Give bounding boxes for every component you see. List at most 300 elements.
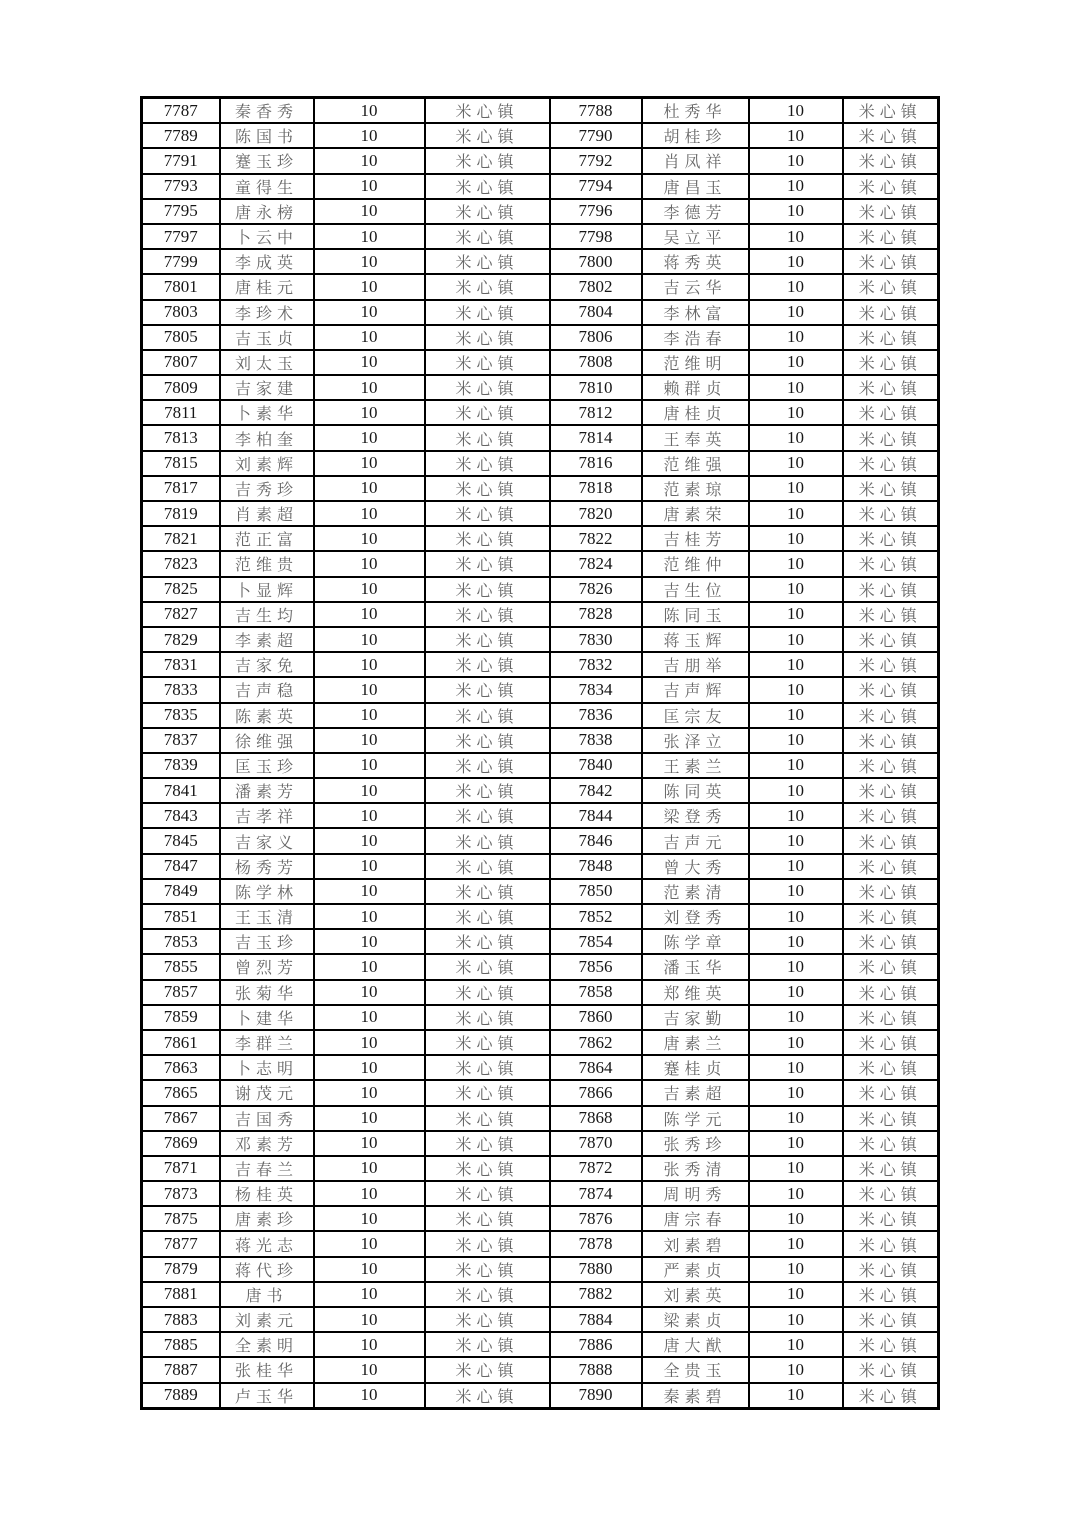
table-row [142,1383,939,1409]
serial-cell: 7788 [550,98,642,124]
town-cell: 米心镇 [843,174,939,199]
amount-cell: 10 [749,652,843,677]
table-row [142,224,939,249]
amount-cell: 10 [314,1055,425,1080]
town-cell: 米心镇 [843,1156,939,1181]
serial-cell: 7838 [550,728,642,753]
serial-cell: 7850 [550,879,642,904]
amount-cell: 10 [314,1106,425,1131]
table-row [142,980,939,1005]
amount-cell: 10 [314,325,425,350]
serial-cell: 7820 [550,501,642,526]
name-cell: 吉玉贞 [220,325,314,350]
name-cell: 唐宗春 [642,1206,749,1231]
town-cell: 米心镇 [425,1383,550,1409]
town-cell: 米心镇 [843,526,939,551]
town-cell: 米心镇 [843,703,939,728]
town-cell: 米心镇 [425,1307,550,1332]
amount-cell: 10 [749,1131,843,1156]
town-cell: 米心镇 [425,1080,550,1105]
town-cell: 米心镇 [425,551,550,576]
amount-cell: 10 [749,778,843,803]
table-row [142,854,939,879]
amount-cell: 10 [749,300,843,325]
town-cell: 米心镇 [843,1257,939,1282]
amount-cell: 10 [314,476,425,501]
name-cell: 卜云中 [220,224,314,249]
town-cell: 米心镇 [425,148,550,173]
serial-cell: 7867 [142,1106,220,1131]
serial-cell: 7800 [550,249,642,274]
town-cell: 米心镇 [843,1080,939,1105]
serial-cell: 7795 [142,199,220,224]
name-cell: 唐大猷 [642,1332,749,1357]
serial-cell: 7875 [142,1206,220,1231]
town-cell: 米心镇 [425,778,550,803]
town-cell: 米心镇 [843,803,939,828]
table-row [142,577,939,602]
amount-cell: 10 [314,551,425,576]
town-cell: 米心镇 [425,854,550,879]
amount-cell: 10 [314,1332,425,1357]
amount-cell: 10 [314,577,425,602]
name-cell: 吉云华 [642,274,749,299]
town-cell: 米心镇 [425,1357,550,1382]
amount-cell: 10 [314,728,425,753]
serial-cell: 7861 [142,1030,220,1055]
name-cell: 卜志明 [220,1055,314,1080]
table-row [142,728,939,753]
amount-cell: 10 [749,828,843,853]
amount-cell: 10 [314,627,425,652]
serial-cell: 7803 [142,300,220,325]
town-cell: 米心镇 [843,577,939,602]
name-cell: 陈素英 [220,703,314,728]
name-cell: 蒋代珍 [220,1257,314,1282]
serial-cell: 7849 [142,879,220,904]
serial-cell: 7879 [142,1257,220,1282]
table-row [142,904,939,929]
town-cell: 米心镇 [843,1282,939,1307]
table-row [142,199,939,224]
town-cell: 米心镇 [843,350,939,375]
serial-cell: 7887 [142,1357,220,1382]
name-cell: 范维强 [642,451,749,476]
roster-body [142,98,939,1409]
town-cell: 米心镇 [843,602,939,627]
town-cell: 米心镇 [843,1307,939,1332]
town-cell: 米心镇 [843,249,939,274]
amount-cell: 10 [749,728,843,753]
name-cell: 吉朋举 [642,652,749,677]
town-cell: 米心镇 [843,274,939,299]
serial-cell: 7816 [550,451,642,476]
table-row [142,1030,939,1055]
name-cell: 陈同英 [642,778,749,803]
town-cell: 米心镇 [843,1106,939,1131]
amount-cell: 10 [749,1257,843,1282]
amount-cell: 10 [749,274,843,299]
serial-cell: 7862 [550,1030,642,1055]
amount-cell: 10 [749,98,843,124]
amount-cell: 10 [314,1282,425,1307]
town-cell: 米心镇 [843,728,939,753]
name-cell: 吉孝祥 [220,803,314,828]
town-cell: 米心镇 [425,677,550,702]
name-cell: 张泽立 [642,728,749,753]
name-cell: 李珍术 [220,300,314,325]
amount-cell: 10 [749,400,843,425]
town-cell: 米心镇 [425,728,550,753]
table-row [142,400,939,425]
table-row [142,1307,939,1332]
amount-cell: 10 [314,526,425,551]
table-row [142,1181,939,1206]
serial-cell: 7806 [550,325,642,350]
town-cell: 米心镇 [843,1030,939,1055]
amount-cell: 10 [749,199,843,224]
town-cell: 米心镇 [425,1005,550,1030]
amount-cell: 10 [314,300,425,325]
serial-cell: 7863 [142,1055,220,1080]
serial-cell: 7839 [142,753,220,778]
amount-cell: 10 [749,425,843,450]
table-row [142,602,939,627]
serial-cell: 7824 [550,551,642,576]
name-cell: 李群兰 [220,1030,314,1055]
amount-cell: 10 [314,425,425,450]
name-cell: 吉桂芳 [642,526,749,551]
serial-cell: 7842 [550,778,642,803]
table-row [142,476,939,501]
serial-cell: 7837 [142,728,220,753]
serial-cell: 7859 [142,1005,220,1030]
table-row [142,1206,939,1231]
name-cell: 匡玉珍 [220,753,314,778]
town-cell: 米心镇 [843,677,939,702]
town-cell: 米心镇 [425,652,550,677]
serial-cell: 7877 [142,1231,220,1256]
name-cell: 吉家免 [220,652,314,677]
name-cell: 李林富 [642,300,749,325]
name-cell: 梁素贞 [642,1307,749,1332]
serial-cell: 7864 [550,1055,642,1080]
amount-cell: 10 [749,1055,843,1080]
name-cell: 徐维强 [220,728,314,753]
serial-cell: 7840 [550,753,642,778]
name-cell: 陈学章 [642,929,749,954]
table-row [142,1131,939,1156]
serial-cell: 7832 [550,652,642,677]
serial-cell: 7793 [142,174,220,199]
serial-cell: 7884 [550,1307,642,1332]
table-row [142,828,939,853]
serial-cell: 7833 [142,677,220,702]
table-row [142,123,939,148]
amount-cell: 10 [314,1005,425,1030]
name-cell: 唐永榜 [220,199,314,224]
serial-cell: 7801 [142,274,220,299]
town-cell: 米心镇 [425,1131,550,1156]
amount-cell: 10 [749,753,843,778]
amount-cell: 10 [749,703,843,728]
town-cell: 米心镇 [843,980,939,1005]
amount-cell: 10 [749,1282,843,1307]
name-cell: 范素清 [642,879,749,904]
serial-cell: 7876 [550,1206,642,1231]
serial-cell: 7858 [550,980,642,1005]
name-cell: 吉国秀 [220,1106,314,1131]
name-cell: 全素明 [220,1332,314,1357]
table-row [142,627,939,652]
name-cell: 张秀珍 [642,1131,749,1156]
name-cell: 唐桂贞 [642,400,749,425]
town-cell: 米心镇 [843,854,939,879]
name-cell: 李素超 [220,627,314,652]
name-cell: 陈同玉 [642,602,749,627]
name-cell: 刘登秀 [642,904,749,929]
serial-cell: 7871 [142,1156,220,1181]
table-row [142,425,939,450]
serial-cell: 7878 [550,1231,642,1256]
table-row [142,1106,939,1131]
amount-cell: 10 [749,1206,843,1231]
name-cell: 潘素芳 [220,778,314,803]
serial-cell: 7834 [550,677,642,702]
serial-cell: 7814 [550,425,642,450]
serial-cell: 7870 [550,1131,642,1156]
town-cell: 米心镇 [843,954,939,979]
amount-cell: 10 [314,602,425,627]
town-cell: 米心镇 [425,929,550,954]
table-row [142,1080,939,1105]
serial-cell: 7841 [142,778,220,803]
serial-cell: 7872 [550,1156,642,1181]
serial-cell: 7807 [142,350,220,375]
amount-cell: 10 [314,1206,425,1231]
serial-cell: 7889 [142,1383,220,1409]
amount-cell: 10 [314,98,425,124]
serial-cell: 7819 [142,501,220,526]
amount-cell: 10 [749,123,843,148]
name-cell: 秦素碧 [642,1383,749,1409]
name-cell: 吉素超 [642,1080,749,1105]
amount-cell: 10 [749,174,843,199]
table-row [142,325,939,350]
serial-cell: 7857 [142,980,220,1005]
town-cell: 米心镇 [843,551,939,576]
serial-cell: 7851 [142,904,220,929]
serial-cell: 7821 [142,526,220,551]
name-cell: 潘玉华 [642,954,749,979]
town-cell: 米心镇 [425,1282,550,1307]
amount-cell: 10 [314,224,425,249]
serial-cell: 7860 [550,1005,642,1030]
name-cell: 陈学元 [642,1106,749,1131]
town-cell: 米心镇 [425,1106,550,1131]
serial-cell: 7808 [550,350,642,375]
amount-cell: 10 [749,1030,843,1055]
amount-cell: 10 [749,1181,843,1206]
serial-cell: 7794 [550,174,642,199]
serial-cell: 7880 [550,1257,642,1282]
town-cell: 米心镇 [843,879,939,904]
town-cell: 米心镇 [843,98,939,124]
serial-cell: 7799 [142,249,220,274]
amount-cell: 10 [749,325,843,350]
name-cell: 蒋光志 [220,1231,314,1256]
name-cell: 唐素珍 [220,1206,314,1231]
town-cell: 米心镇 [425,400,550,425]
serial-cell: 7846 [550,828,642,853]
name-cell: 张秀清 [642,1156,749,1181]
name-cell: 刘素辉 [220,451,314,476]
town-cell: 米心镇 [425,300,550,325]
serial-cell: 7797 [142,224,220,249]
serial-cell: 7791 [142,148,220,173]
amount-cell: 10 [314,1181,425,1206]
name-cell: 吉声辉 [642,677,749,702]
table-row [142,98,939,124]
name-cell: 张菊华 [220,980,314,1005]
name-cell: 杜秀华 [642,98,749,124]
name-cell: 唐书 [220,1282,314,1307]
town-cell: 米心镇 [843,1357,939,1382]
table-row [142,174,939,199]
town-cell: 米心镇 [425,1055,550,1080]
amount-cell: 10 [314,451,425,476]
name-cell: 范素琼 [642,476,749,501]
amount-cell: 10 [749,1332,843,1357]
serial-cell: 7848 [550,854,642,879]
table-row [142,1257,939,1282]
amount-cell: 10 [314,199,425,224]
amount-cell: 10 [314,854,425,879]
name-cell: 李成英 [220,249,314,274]
name-cell: 李浩春 [642,325,749,350]
serial-cell: 7789 [142,123,220,148]
amount-cell: 10 [314,652,425,677]
table-row [142,929,939,954]
town-cell: 米心镇 [425,526,550,551]
town-cell: 米心镇 [843,1055,939,1080]
amount-cell: 10 [749,803,843,828]
serial-cell: 7866 [550,1080,642,1105]
town-cell: 米心镇 [425,602,550,627]
name-cell: 吉生位 [642,577,749,602]
amount-cell: 10 [749,501,843,526]
town-cell: 米心镇 [425,274,550,299]
table-row [142,1357,939,1382]
town-cell: 米心镇 [425,1231,550,1256]
name-cell: 王玉清 [220,904,314,929]
table-row [142,703,939,728]
town-cell: 米心镇 [843,123,939,148]
table-row [142,879,939,904]
serial-cell: 7826 [550,577,642,602]
town-cell: 米心镇 [425,123,550,148]
serial-cell: 7865 [142,1080,220,1105]
serial-cell: 7827 [142,602,220,627]
name-cell: 范维仲 [642,551,749,576]
amount-cell: 10 [749,249,843,274]
name-cell: 谢茂元 [220,1080,314,1105]
amount-cell: 10 [314,249,425,274]
town-cell: 米心镇 [843,148,939,173]
amount-cell: 10 [314,400,425,425]
amount-cell: 10 [314,1357,425,1382]
name-cell: 吉秀珍 [220,476,314,501]
amount-cell: 10 [749,904,843,929]
amount-cell: 10 [749,148,843,173]
name-cell: 吉声稳 [220,677,314,702]
amount-cell: 10 [749,350,843,375]
town-cell: 米心镇 [843,501,939,526]
amount-cell: 10 [749,1357,843,1382]
town-cell: 米心镇 [425,1332,550,1357]
table-row [142,1231,939,1256]
amount-cell: 10 [749,879,843,904]
amount-cell: 10 [749,1106,843,1131]
amount-cell: 10 [314,1257,425,1282]
serial-cell: 7817 [142,476,220,501]
amount-cell: 10 [314,677,425,702]
amount-cell: 10 [749,854,843,879]
name-cell: 陈国书 [220,123,314,148]
name-cell: 范维明 [642,350,749,375]
table-row [142,249,939,274]
town-cell: 米心镇 [425,451,550,476]
amount-cell: 10 [749,602,843,627]
name-cell: 郑维英 [642,980,749,1005]
name-cell: 蒋秀英 [642,249,749,274]
name-cell: 卜建华 [220,1005,314,1030]
serial-cell: 7869 [142,1131,220,1156]
town-cell: 米心镇 [843,652,939,677]
serial-cell: 7855 [142,954,220,979]
name-cell: 刘太玉 [220,350,314,375]
table-row [142,375,939,400]
amount-cell: 10 [749,627,843,652]
serial-cell: 7831 [142,652,220,677]
town-cell: 米心镇 [843,627,939,652]
amount-cell: 10 [314,778,425,803]
serial-cell: 7844 [550,803,642,828]
name-cell: 李德芳 [642,199,749,224]
town-cell: 米心镇 [843,1131,939,1156]
table-row [142,501,939,526]
amount-cell: 10 [314,1131,425,1156]
amount-cell: 10 [314,123,425,148]
name-cell: 吉家义 [220,828,314,853]
name-cell: 全贵玉 [642,1357,749,1382]
serial-cell: 7811 [142,400,220,425]
amount-cell: 10 [314,803,425,828]
town-cell: 米心镇 [425,954,550,979]
serial-cell: 7830 [550,627,642,652]
town-cell: 米心镇 [425,350,550,375]
town-cell: 米心镇 [425,325,550,350]
serial-cell: 7792 [550,148,642,173]
town-cell: 米心镇 [425,577,550,602]
town-cell: 米心镇 [843,375,939,400]
town-cell: 米心镇 [425,803,550,828]
name-cell: 曾烈芳 [220,954,314,979]
name-cell: 卢玉华 [220,1383,314,1409]
serial-cell: 7823 [142,551,220,576]
name-cell: 王奉英 [642,425,749,450]
table-row [142,1282,939,1307]
